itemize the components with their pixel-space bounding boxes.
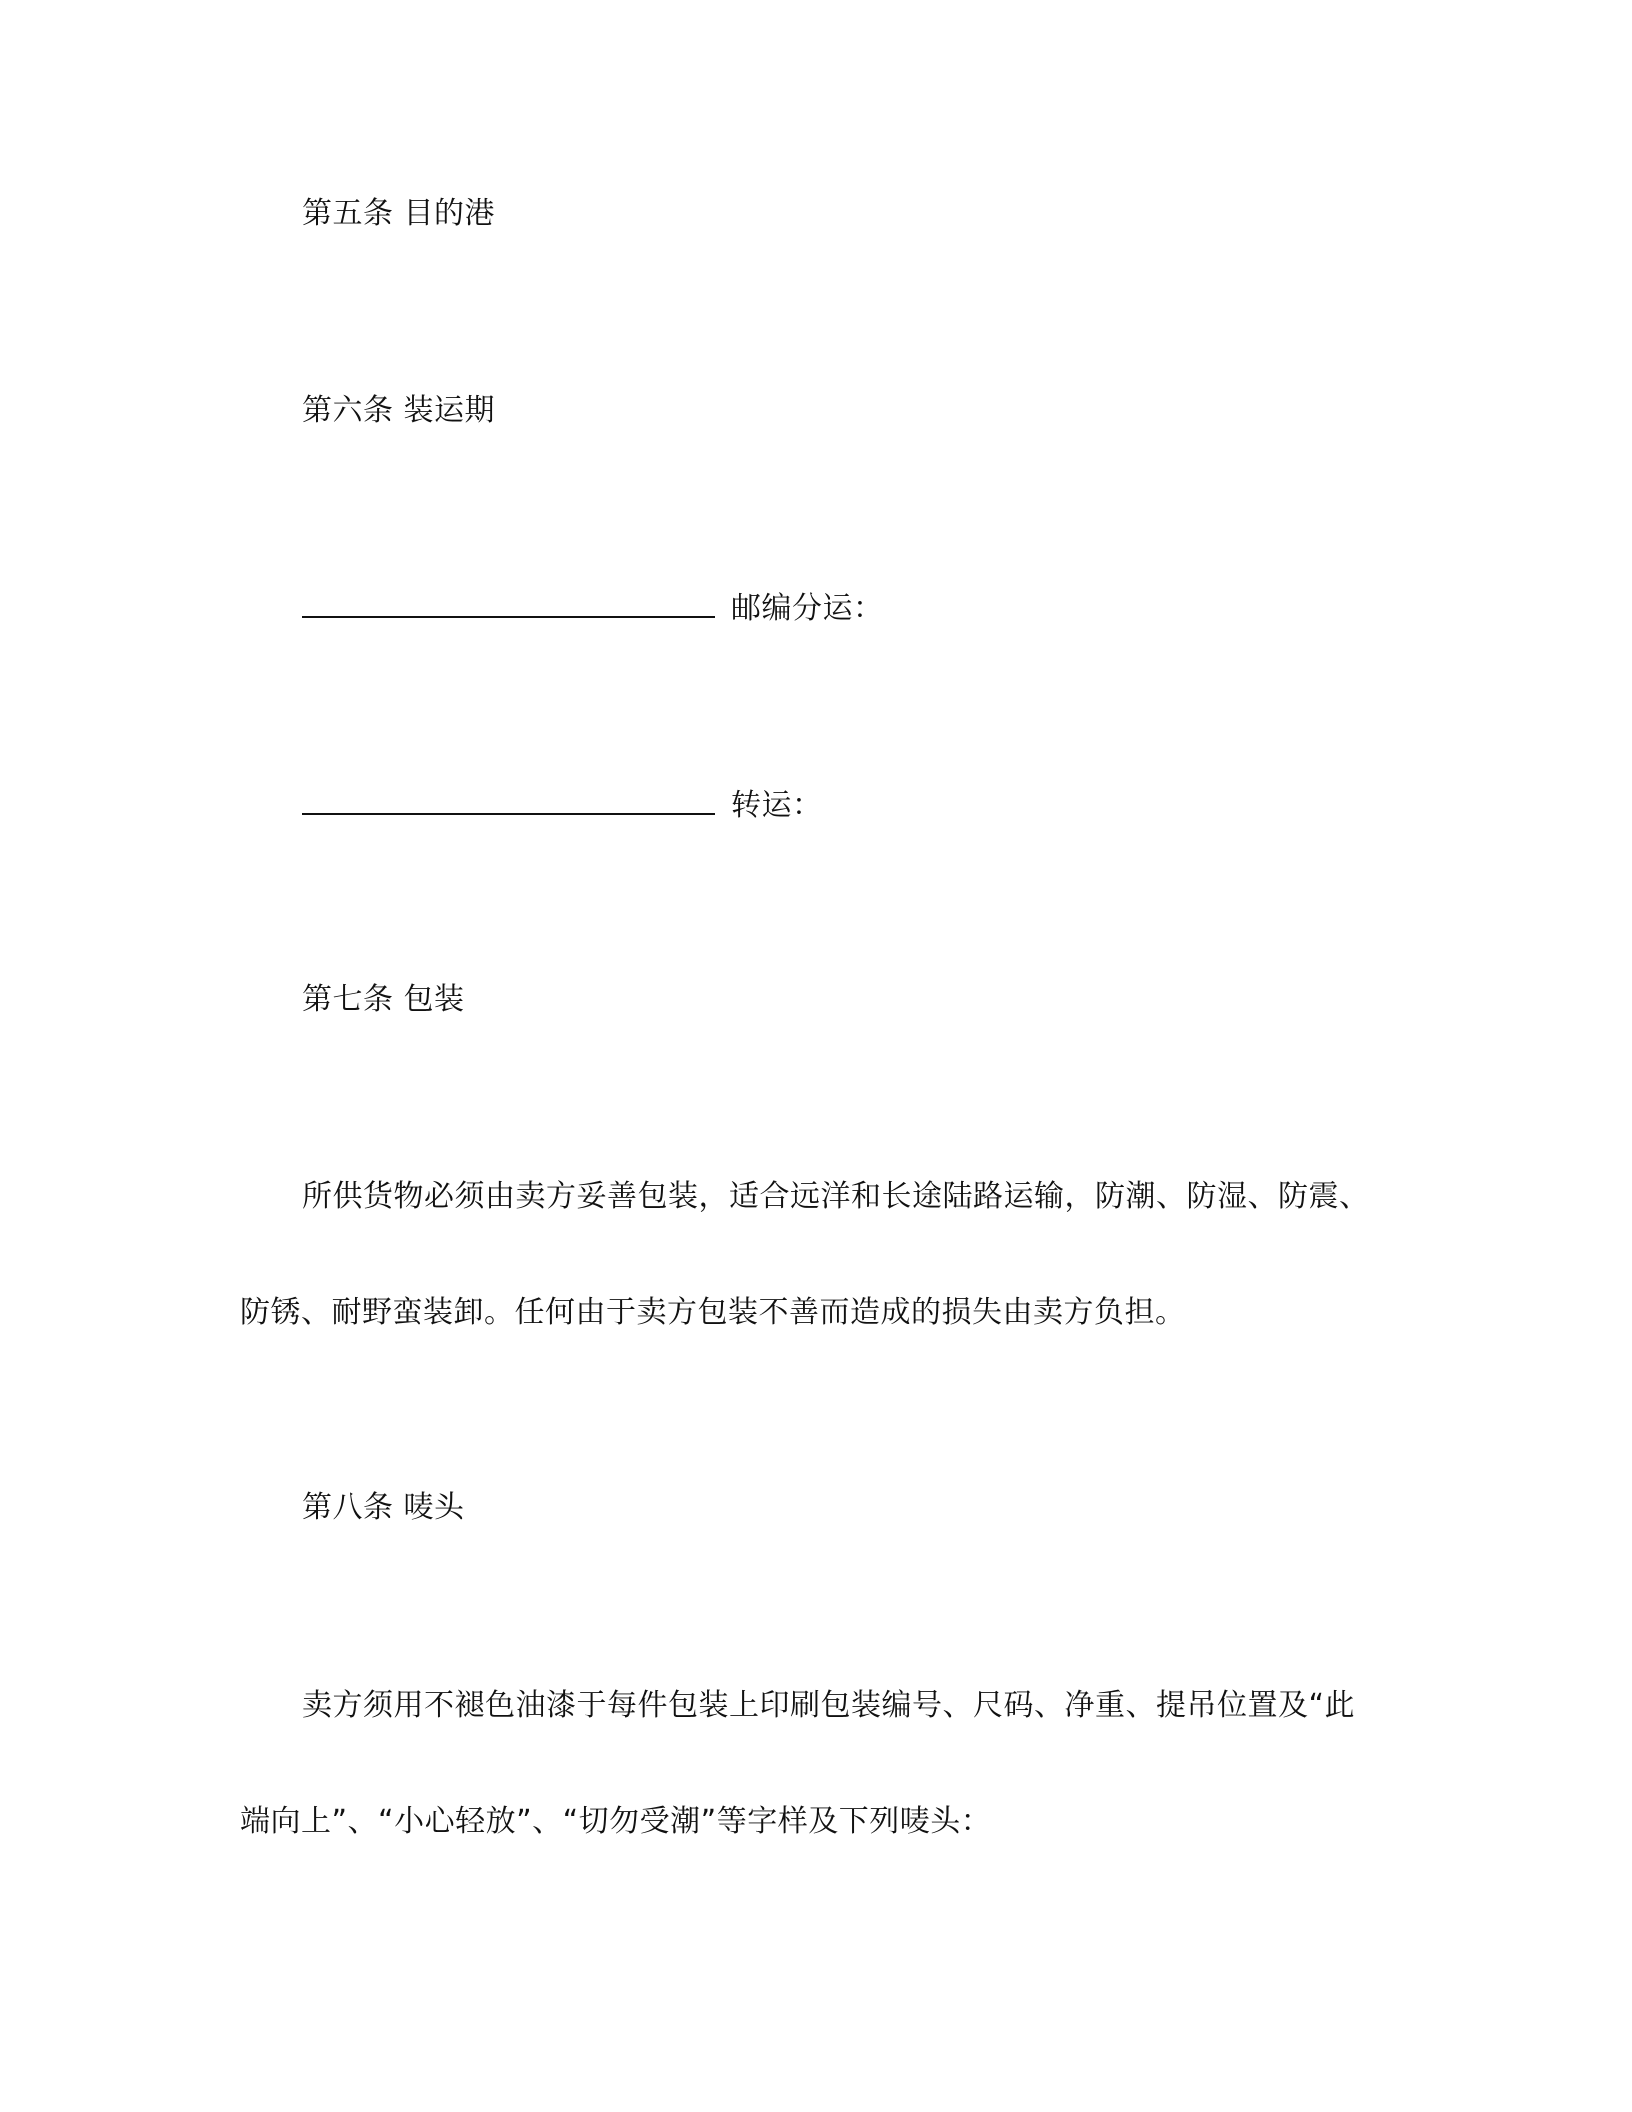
article-7-paragraph-line-1: 所供货物必须由卖方妥善包装，适合远洋和长途陆路运输，防潮、防湿、防震、 xyxy=(302,1179,1370,1214)
transshipment-row xyxy=(302,785,823,826)
transshipment-blank xyxy=(302,785,715,815)
article-7-heading: 第七条 包装 xyxy=(302,982,465,1017)
transshipment-label: 转运： xyxy=(731,788,823,823)
article-5-heading: 第五条 目的港 xyxy=(302,196,496,231)
partial-shipment-row xyxy=(302,588,884,629)
article-8-paragraph-line-1: 卖方须用不褪色油漆于每件包装上印刷包装编号、尺码、净重、提吊位置及“此 xyxy=(302,1688,1356,1723)
partial-shipment-label: 邮编分运： xyxy=(731,591,884,626)
article-6-heading: 第六条 装运期 xyxy=(302,393,496,428)
article-8-heading: 第八条 唛头 xyxy=(302,1490,465,1525)
article-8-paragraph-line-2: 端向上”、“小心轻放”、“切勿受潮”等字样及下列唛头： xyxy=(240,1804,992,1839)
partial-shipment-blank xyxy=(302,588,715,618)
article-7-paragraph-line-2: 防锈、耐野蛮装卸。任何由于卖方包装不善而造成的损失由卖方负担。 xyxy=(240,1295,1186,1330)
